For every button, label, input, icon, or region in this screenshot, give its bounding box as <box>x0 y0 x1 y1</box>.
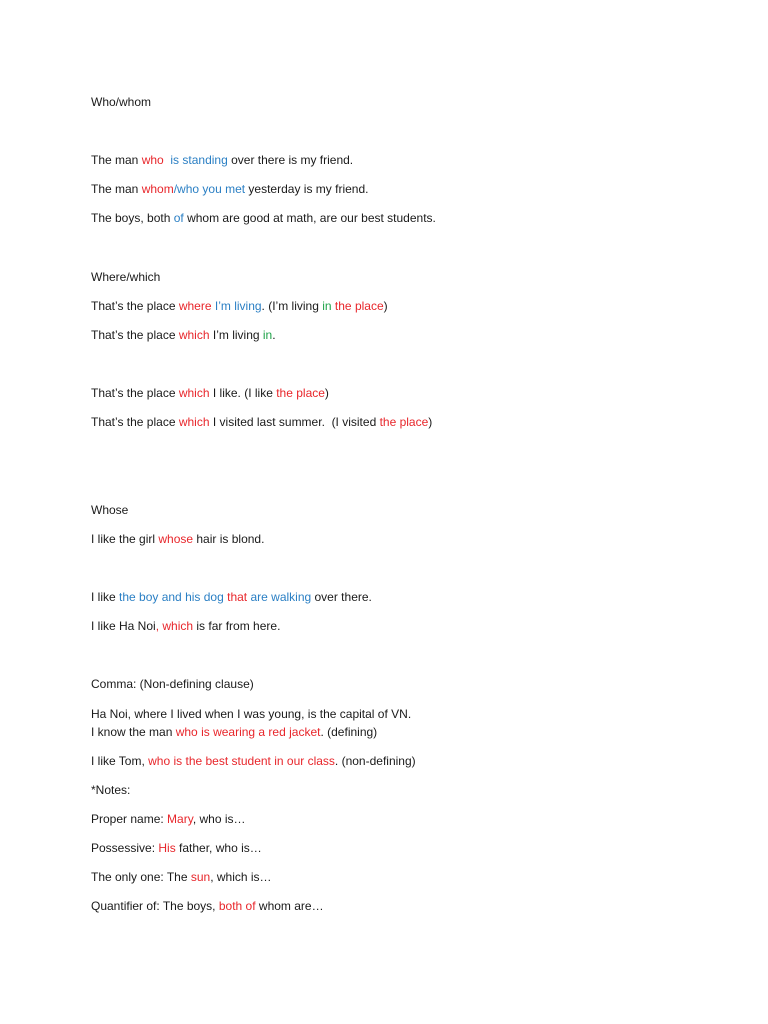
text-segment: Who/whom <box>91 95 152 109</box>
text-segment: Whose <box>91 503 129 517</box>
highlighted-text: whom <box>141 182 174 196</box>
example-line <box>91 532 264 546</box>
text-segment: I like <box>91 590 120 604</box>
highlighted-text: is standing <box>170 153 228 167</box>
text-segment: I like. (I like <box>209 386 277 400</box>
note-line <box>91 870 272 884</box>
example-line <box>91 328 276 342</box>
highlighted-text: which <box>178 386 210 400</box>
example-line <box>91 386 329 400</box>
highlighted-text: who is the best student in our class <box>148 754 335 768</box>
text-segment: I know the man <box>91 725 176 739</box>
highlighted-text: sun <box>190 870 211 884</box>
highlighted-text: the boy and his dog <box>119 590 224 604</box>
highlighted-text: I’m living <box>211 299 262 313</box>
example-line <box>91 754 416 768</box>
example-line <box>91 725 377 739</box>
note-line <box>91 899 324 913</box>
highlighted-text: in <box>322 299 332 313</box>
highlighted-text: whose <box>158 532 194 546</box>
text-segment: yesterday is my friend. <box>245 182 369 196</box>
heading-comma <box>91 677 254 691</box>
highlighted-text: which <box>178 415 210 429</box>
text-segment: That’s the place <box>91 415 179 429</box>
highlighted-text: the place <box>379 415 429 429</box>
highlighted-text: who <box>141 153 164 167</box>
text-segment: ) <box>428 415 433 429</box>
text-segment: . (I’m living <box>261 299 323 313</box>
example-line <box>91 590 372 604</box>
text-segment: hair is blond. <box>193 532 265 546</box>
text-segment: father, who is… <box>175 841 262 855</box>
highlighted-text: /who you met <box>173 182 246 196</box>
text-segment: Proper name: <box>91 812 168 826</box>
highlighted-text: where <box>178 299 212 313</box>
text-segment: Ha Noi, where I lived when I was young, is the capital of VN. <box>91 707 412 721</box>
highlighted-text: that <box>227 590 248 604</box>
text-segment: is far from here. <box>193 619 281 633</box>
text-segment: The only one: The <box>91 870 191 884</box>
text-segment: I’m living <box>209 328 263 342</box>
highlighted-text: His <box>158 841 176 855</box>
text-segment: *Notes: <box>91 783 131 797</box>
heading-where-which <box>91 270 160 284</box>
notes-heading <box>91 783 130 797</box>
text-segment: That’s the place <box>91 386 179 400</box>
highlighted-text: the place <box>334 299 384 313</box>
text-segment: I visited last summer. (I visited <box>209 415 380 429</box>
text-segment: . (defining) <box>320 725 378 739</box>
highlighted-text: the place <box>276 386 325 400</box>
text-segment: Comma: (Non-defining clause) <box>91 677 254 691</box>
text-segment: The man <box>91 182 142 196</box>
heading-whose <box>91 503 128 517</box>
text-segment: That’s the place <box>91 328 179 342</box>
text-segment: . <box>272 328 276 342</box>
text-segment: over there. <box>311 590 372 604</box>
example-line <box>91 299 388 313</box>
text-segment: I like Ha Noi <box>91 619 156 633</box>
highlighted-text: are walking <box>250 590 312 604</box>
text-segment: Possessive: <box>91 841 159 855</box>
text-segment: over there is my friend. <box>227 153 354 167</box>
text-segment: , who is… <box>192 812 246 826</box>
text-segment: whom are good at math, are our best students. <box>183 211 436 225</box>
example-line <box>91 182 368 196</box>
highlighted-text: , which <box>155 619 194 633</box>
text-segment: , which is… <box>210 870 272 884</box>
text-segment: I like Tom, <box>91 754 149 768</box>
highlighted-text: both of <box>218 899 256 913</box>
text-segment: whom are… <box>255 899 324 913</box>
text-segment: Quantifier of: The boys, <box>91 899 219 913</box>
example-line <box>91 619 280 633</box>
text-segment: Where/which <box>91 270 161 284</box>
text-segment: The boys, both <box>91 211 174 225</box>
text-segment: . (non-defining) <box>334 754 416 768</box>
example-line <box>91 211 436 225</box>
text-segment: ) <box>324 386 329 400</box>
highlighted-text: of <box>173 211 184 225</box>
text-segment: I like the girl <box>91 532 159 546</box>
note-line <box>91 841 262 855</box>
highlighted-text: which <box>178 328 210 342</box>
heading-who-whom <box>91 95 151 109</box>
example-line <box>91 707 411 721</box>
highlighted-text: who is wearing a red jacket <box>175 725 321 739</box>
highlighted-text: Mary <box>167 812 193 826</box>
text-segment: ) <box>383 299 388 313</box>
text-segment: That’s the place <box>91 299 179 313</box>
text-segment: The man <box>91 153 142 167</box>
example-line <box>91 415 432 429</box>
highlighted-text: in <box>262 328 273 342</box>
example-line <box>91 153 353 167</box>
note-line <box>91 812 246 826</box>
